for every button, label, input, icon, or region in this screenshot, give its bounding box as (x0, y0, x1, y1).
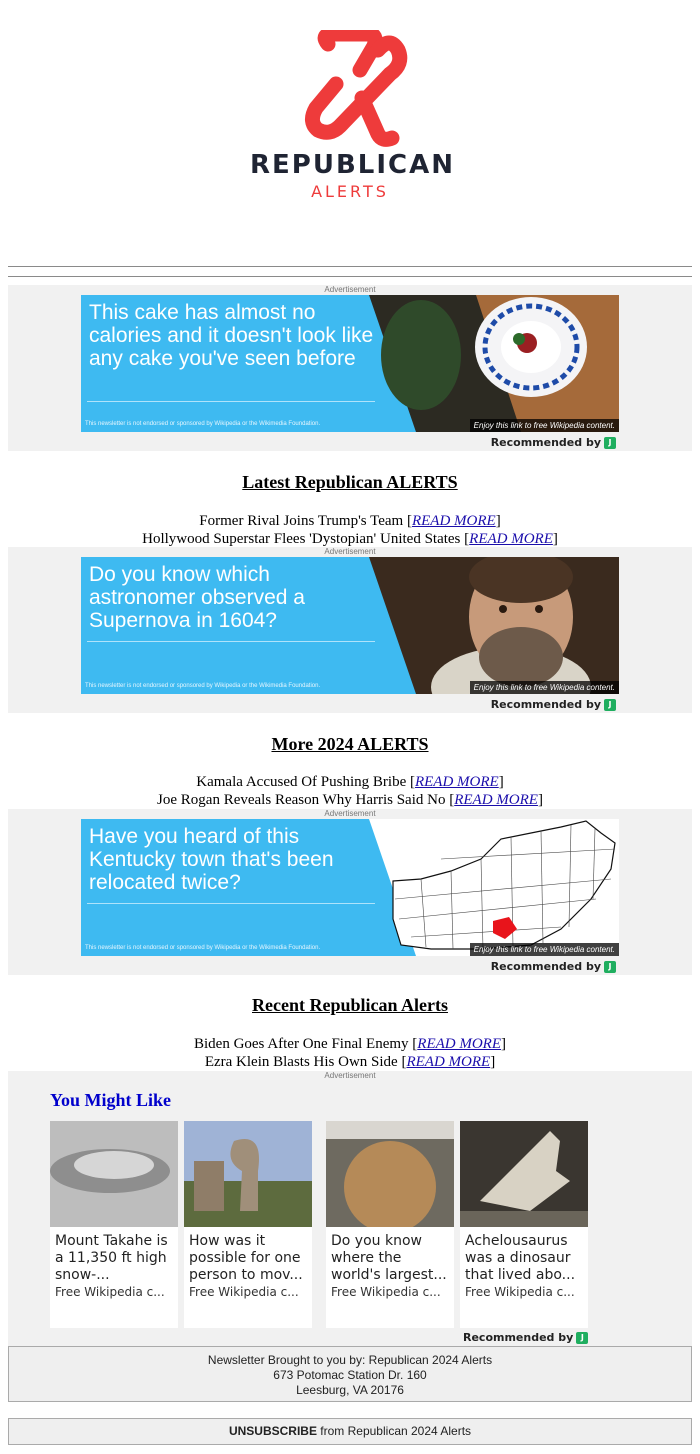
you-might-like-title: You Might Like (50, 1090, 172, 1110)
recommended-by-label: Recommended by (463, 1331, 574, 1344)
recommended-by[interactable] (463, 1331, 588, 1344)
unsubscribe-bar[interactable] (8, 1418, 692, 1445)
news-item: Former Rival Joins Trump's Team [READ MORE] (199, 513, 501, 529)
ad-label: Advertisement (324, 809, 376, 818)
ad-headline: This cake has almost no calories and it doesn't look like any cake you've seen before (89, 301, 374, 370)
read-more-link[interactable]: READ MORE (406, 1054, 491, 1070)
read-more-link[interactable]: READ MORE (469, 531, 553, 547)
ad-link[interactable] (81, 819, 619, 956)
logo-mark-icon (250, 30, 450, 150)
ad-caption: Enjoy this link to free Wikipedia content. (470, 681, 619, 694)
jeeng-badge-icon: J (604, 961, 616, 973)
read-more-link[interactable]: READ MORE (454, 792, 538, 808)
ad-headline: Have you heard of this Kentucky town that's been relocated twice? (89, 825, 334, 894)
recommendation-card[interactable] (184, 1121, 312, 1328)
footer-sender: Newsletter Brought to you by: Republican 2024 Alerts (207, 1353, 493, 1367)
ad-banner (8, 285, 692, 451)
ad-caption: Enjoy this link to free Wikipedia content. (470, 419, 619, 432)
sphere-thumbnail (326, 1121, 454, 1227)
ad-disclaimer: This newsletter is not endorsed or sponsored by Wikipedia or the Wikimedia Foundation. (85, 945, 321, 951)
card-source: Free Wikipedia c... (465, 1285, 575, 1299)
section-heading: More 2024 ALERTS (271, 734, 429, 754)
card-title: Do you know where the world's largest... (331, 1233, 447, 1283)
news-title: Biden Goes After One Final Enemy (193, 1036, 409, 1052)
recommended-by[interactable] (491, 960, 616, 973)
mount-takahe-thumbnail (50, 1121, 178, 1227)
ad-disclaimer: This newsletter is not endorsed or sponsored by Wikipedia or the Wikimedia Foundation. (85, 683, 321, 689)
jeeng-badge-icon: J (604, 699, 616, 711)
news-title: Former Rival Joins Trump's Team (199, 513, 404, 529)
ad-label: Advertisement (324, 547, 376, 556)
footer-address-line1: 673 Potomac Station Dr. 160 (273, 1368, 427, 1382)
ad-link[interactable] (81, 295, 619, 432)
divider (8, 276, 692, 277)
card-title: Mount Takahe is a 11,350 ft high snow-... (55, 1233, 168, 1283)
ad-underline (87, 401, 375, 402)
news-item: Ezra Klein Blasts His Own Side [READ MORE] (204, 1054, 496, 1070)
ad-disclaimer: This newsletter is not endorsed or sponsored by Wikipedia or the Wikimedia Foundation. (85, 421, 321, 427)
ad-underline (87, 903, 375, 904)
card-source: Free Wikipedia c... (331, 1285, 441, 1299)
footer-address-line2: Leesburg, VA 20176 (296, 1383, 404, 1397)
newsletter-footer (8, 1346, 692, 1402)
ad-banner (8, 547, 692, 713)
recommended-by-label: Recommended by (490, 436, 601, 449)
recommended-by-label: Recommended by (490, 698, 601, 711)
ad-caption: Enjoy this link to free Wikipedia content. (470, 943, 619, 956)
news-title: Kamala Accused Of Pushing Bribe (196, 774, 407, 790)
news-item: Joe Rogan Reveals Reason Why Harris Said No [READ MORE] (157, 792, 543, 808)
news-item: Kamala Accused Of Pushing Bribe [READ MORE] (196, 774, 504, 790)
jeeng-badge-icon: J (576, 1332, 588, 1344)
card-title: How was it possible for one person to mov... (189, 1233, 303, 1283)
ad-banner (8, 809, 692, 975)
jeeng-badge-icon: J (604, 437, 616, 449)
read-more-link[interactable]: READ MORE (411, 513, 496, 529)
ad-underline (87, 641, 375, 642)
recommended-by[interactable] (491, 698, 616, 711)
recommendation-card[interactable] (460, 1121, 588, 1328)
divider (8, 266, 692, 267)
news-title: Ezra Klein Blasts His Own Side (204, 1054, 398, 1070)
coral-castle-thumbnail (184, 1121, 312, 1227)
recommended-by[interactable] (491, 436, 616, 449)
brand-name-line2: ALERTS (311, 182, 389, 201)
read-more-link[interactable]: READ MORE (417, 1036, 502, 1052)
read-more-link[interactable]: READ MORE (414, 774, 499, 790)
dinosaur-skull-thumbnail (460, 1121, 588, 1227)
brand-logo (250, 30, 455, 202)
recommended-by-label: Recommended by (490, 960, 601, 973)
ad-label: Advertisement (324, 1071, 376, 1080)
ad-headline: Do you know which astronomer observed a Supernova in 1604? (89, 563, 305, 632)
news-title: Hollywood Superstar Flees 'Dystopian' United States (142, 531, 461, 547)
section-heading: Recent Republican Alerts (252, 995, 448, 1015)
news-title: Joe Rogan Reveals Reason Why Harris Said No (157, 792, 446, 808)
brand-name-line1: REPUBLICAN (250, 150, 455, 180)
section-heading: Latest Republican ALERTS (242, 472, 458, 492)
news-item: Biden Goes After One Final Enemy [READ MORE] (193, 1036, 507, 1052)
unsubscribe-link[interactable]: UNSUBSCRIBE (228, 1424, 317, 1438)
news-item: Hollywood Superstar Flees 'Dystopian' United States [READ MORE] (142, 531, 558, 547)
ad-label: Advertisement (324, 285, 376, 294)
ad-link[interactable] (81, 557, 619, 694)
unsubscribe-rest: from Republican 2024 Alerts (316, 1424, 472, 1438)
recommendation-card[interactable] (326, 1121, 454, 1328)
card-source: Free Wikipedia c... (55, 1285, 165, 1299)
card-title: Achelousaurus was a dinosaur that lived abo... (465, 1233, 576, 1283)
recommendation-card[interactable] (50, 1121, 178, 1328)
card-source: Free Wikipedia c... (189, 1285, 299, 1299)
